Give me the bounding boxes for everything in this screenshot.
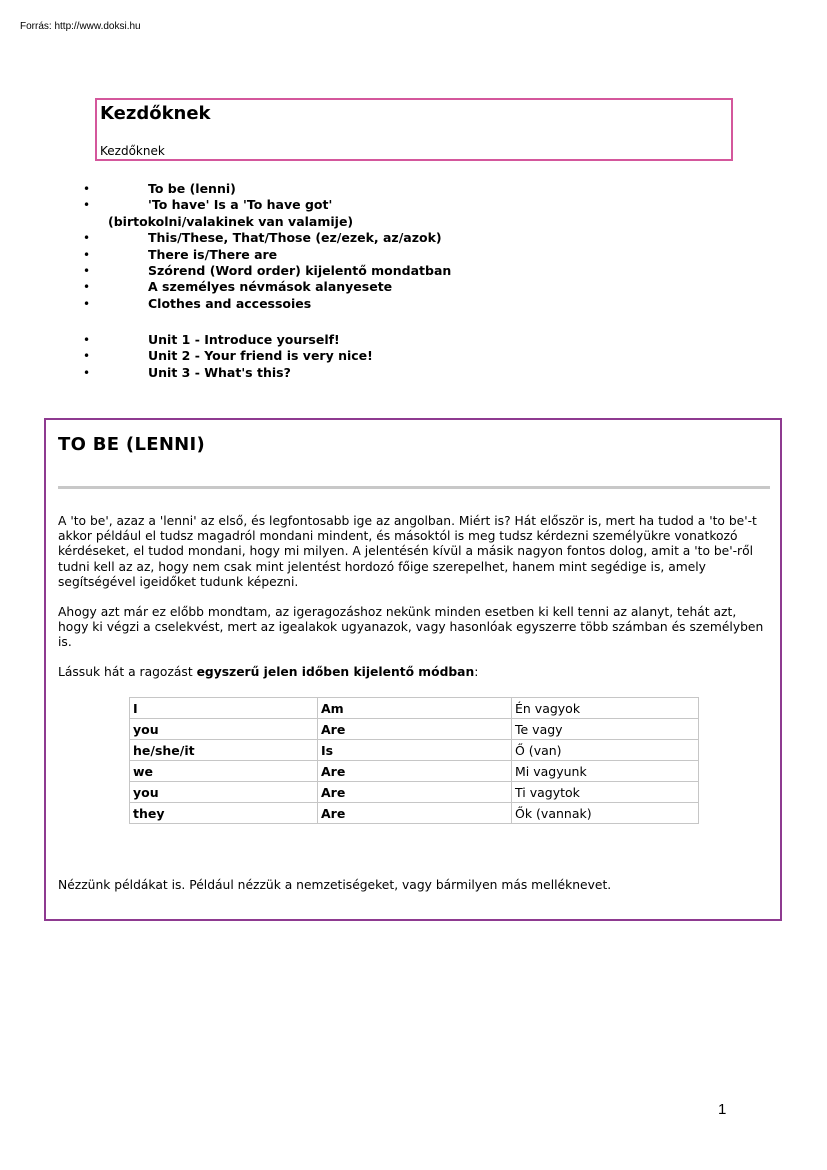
- topic-list: [83, 181, 451, 312]
- topic-link[interactable]: A személyes névmások alanyesete: [148, 279, 393, 295]
- pronoun-cell: we: [130, 761, 318, 782]
- pronoun-cell: you: [130, 782, 318, 803]
- topic-item[interactable]: [83, 230, 451, 246]
- verb-cell: Is: [318, 740, 512, 761]
- source-note: Forrás: http://www.doksi.hu: [20, 21, 141, 32]
- topic-item[interactable]: [83, 296, 451, 312]
- table-row: [130, 782, 699, 803]
- divider: [58, 486, 770, 489]
- conjugation-table: [129, 697, 699, 824]
- bullet: •: [83, 349, 91, 364]
- table-intro-bold: egyszerű jelen időben kijelentő módban: [196, 665, 475, 679]
- translation-cell: Én vagyok: [512, 698, 699, 719]
- translation-cell: Ők (vannak): [512, 803, 699, 824]
- topic-item[interactable]: [83, 181, 451, 197]
- unit-link[interactable]: Unit 2 - Your friend is very nice!: [148, 348, 373, 364]
- header-title: Kezdőknek: [100, 103, 211, 124]
- unit-link[interactable]: Unit 3 - What's this?: [148, 364, 291, 380]
- table-intro-suffix: :: [474, 665, 479, 679]
- unit-list: [83, 332, 373, 381]
- translation-cell: Ti vagytok: [512, 782, 699, 803]
- bullet: •: [83, 296, 91, 311]
- translation-cell: Mi vagyunk: [512, 761, 699, 782]
- translation-cell: Te vagy: [512, 719, 699, 740]
- header-box: [95, 98, 733, 161]
- section-title: TO BE (LENNI): [58, 434, 206, 455]
- translation-cell: Ő (van): [512, 740, 699, 761]
- topic-link-continuation[interactable]: (birtokolni/valakinek van valamije): [108, 213, 354, 229]
- topic-link[interactable]: 'To have' Is a 'To have got': [148, 197, 333, 213]
- bullet: •: [83, 198, 91, 213]
- header-subtitle: Kezdőknek: [100, 144, 165, 158]
- verb-cell: Are: [318, 782, 512, 803]
- topic-link[interactable]: Clothes and accessoies: [148, 295, 312, 311]
- bullet: •: [83, 333, 91, 347]
- pronoun-cell: they: [130, 803, 318, 824]
- topic-item[interactable]: [83, 263, 451, 279]
- topic-link[interactable]: Szórend (Word order) kijelentő mondatban: [148, 263, 452, 279]
- unit-link[interactable]: Unit 1 - Introduce yourself!: [148, 332, 340, 347]
- bullet: •: [83, 365, 91, 380]
- unit-item[interactable]: [83, 332, 373, 348]
- verb-cell: Am: [318, 698, 512, 719]
- verb-cell: Are: [318, 761, 512, 782]
- bullet: •: [83, 247, 91, 262]
- table-intro-paragraph: [58, 665, 770, 680]
- topic-link[interactable]: To be (lenni): [148, 181, 236, 196]
- topic-link[interactable]: There is/There are: [148, 246, 278, 262]
- bullet: •: [83, 264, 91, 279]
- bullet: •: [83, 182, 91, 196]
- examples-paragraph: Nézzünk példákat is. Például nézzük a nemzetiségeket, vagy bármilyen más melléknevet.: [58, 878, 612, 892]
- bullet: •: [83, 231, 91, 246]
- verb-cell: Are: [318, 803, 512, 824]
- unit-item[interactable]: [83, 365, 373, 381]
- pronoun-cell: I: [130, 698, 318, 719]
- pronoun-cell: you: [130, 719, 318, 740]
- table-row: [130, 719, 699, 740]
- unit-item[interactable]: [83, 348, 373, 364]
- topic-item[interactable]: [83, 247, 451, 263]
- intro-paragraph: A 'to be', azaz a 'lenni' az első, és legfontosabb ige az angolban. Miért is? Hát először is, mert ha tudod a 'to be'-t akkor például el tudsz magadról mondani mindent, és másoktól is meg tudsz kérdezni személyükre vonatkozó kérdéseket, el tudod mondani, hogy mi milyen. A jelentésén kívül a másik nagyon fontos dolog, amit a 'to be'-ről tudni kell az az, hogy nem csak mint jelentést hordozó főige szerepelhet, hanem mint segédige is, amely segítségével igeidőket tudunk képezni.: [58, 514, 757, 589]
- bullet: •: [83, 280, 91, 295]
- table-row: [130, 803, 699, 824]
- pronoun-cell: he/she/it: [130, 740, 318, 761]
- topic-item[interactable]: [83, 197, 451, 230]
- topic-link[interactable]: This/These, That/Those (ez/ezek, az/azok): [148, 230, 442, 246]
- page-number: 1: [718, 1101, 727, 1118]
- table-row: [130, 740, 699, 761]
- explanation-paragraph: Ahogy azt már ez előbb mondtam, az igeragozáshoz nekünk minden esetben ki kell tenni az alanyt, tehát azt, hogy ki végzi a cselekvést, mert az igealakok ugyanazok, vagy hasonlóak egyszerre több számban és személyben is.: [58, 605, 764, 650]
- table-row: [130, 698, 699, 719]
- topic-item[interactable]: [83, 279, 451, 295]
- lesson-box: [44, 418, 782, 921]
- verb-cell: Are: [318, 719, 512, 740]
- table-row: [130, 761, 699, 782]
- table-intro-prefix: Lássuk hát a ragozást: [58, 665, 197, 679]
